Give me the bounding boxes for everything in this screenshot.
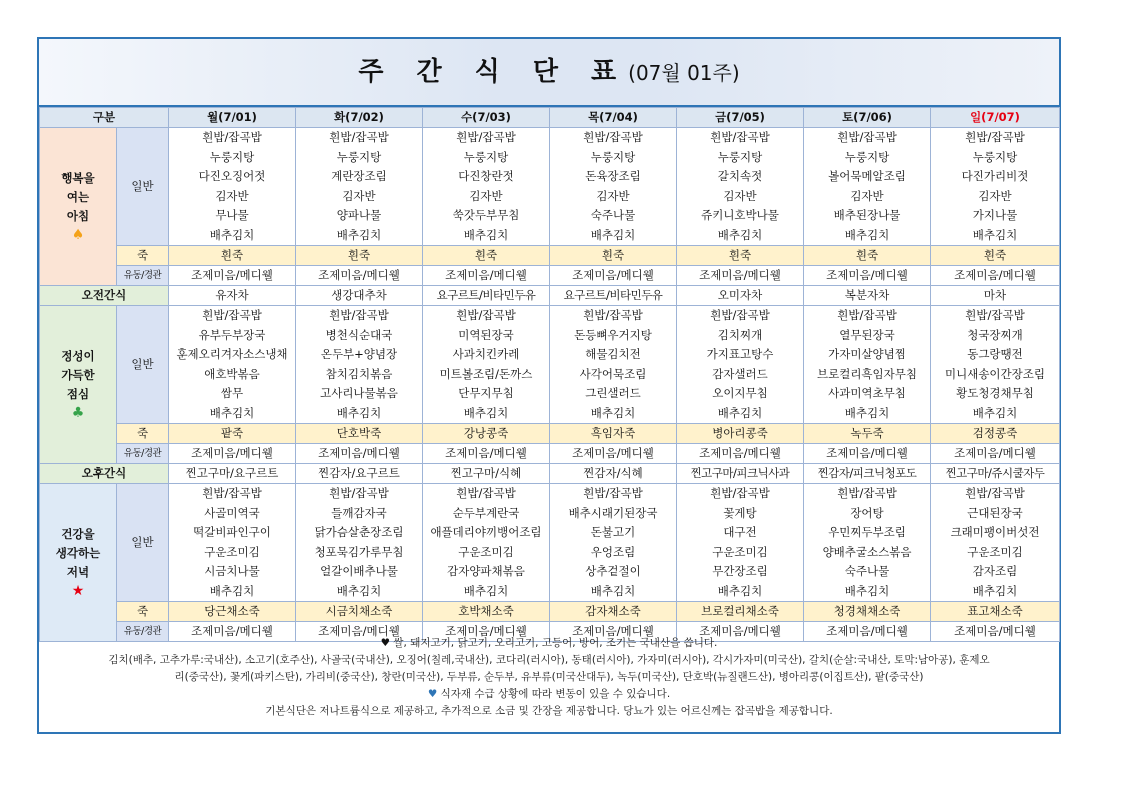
menu-item: 쑥갓두부무침 bbox=[452, 208, 520, 222]
afternoon_snack-row bbox=[40, 464, 1060, 484]
menu-item: 흰밥/잡곡밥 bbox=[456, 308, 516, 322]
breakfast-general-row bbox=[40, 128, 1060, 246]
menu-item: 배추김치 bbox=[463, 405, 509, 420]
menu-item: 배추시래기된장국 bbox=[568, 505, 658, 520]
dinner-symbol-icon: ★ bbox=[71, 583, 85, 599]
menu-item: 쥬키니호박나물 bbox=[701, 208, 779, 222]
breakfast-day-cell bbox=[169, 128, 296, 246]
notes bbox=[39, 635, 1059, 734]
menu-item: 다진오징어젓 bbox=[198, 169, 266, 183]
menu-item: 구운조미김 bbox=[458, 544, 514, 559]
dinner-day-cell bbox=[931, 484, 1060, 602]
menu-item: 배추김치 bbox=[336, 227, 382, 242]
juk-item: 감자채소죽 bbox=[550, 602, 677, 622]
lunch-day-cell bbox=[931, 306, 1060, 424]
snack-item: 유자차 bbox=[169, 286, 296, 306]
menu-item: 사과미역초무침 bbox=[828, 386, 906, 400]
juk-item: 흰죽 bbox=[169, 246, 296, 266]
liquid-item: 조제미음/메디웰 bbox=[931, 622, 1060, 642]
morning_snack-label: 오전간식 bbox=[40, 286, 169, 306]
snack-item: 요구르트/비타민두유 bbox=[423, 286, 550, 306]
menu-item: 애플데리야끼뱅어조림 bbox=[430, 525, 542, 539]
header-day: 토(7/06) bbox=[804, 108, 931, 128]
lunch-type-juk: 죽 bbox=[117, 424, 169, 444]
liquid-item: 조제미음/메디웰 bbox=[423, 444, 550, 464]
lunch-day-cell bbox=[423, 306, 550, 424]
menu-item: 들깨감자국 bbox=[331, 505, 387, 520]
header-day: 화(7/02) bbox=[296, 108, 423, 128]
menu-item: 얼갈이배추나물 bbox=[320, 564, 398, 578]
breakfast-day-cell bbox=[677, 128, 804, 246]
weekly-menu-table bbox=[39, 107, 1060, 642]
menu-item: 배추김치 bbox=[717, 227, 763, 242]
menu-item: 훈제오리겨자소스냉채 bbox=[176, 347, 288, 361]
liquid-item: 조제미음/메디웰 bbox=[423, 266, 550, 286]
liquid-item: 조제미음/메디웰 bbox=[804, 622, 931, 642]
menu-item: 김자반 bbox=[215, 188, 249, 203]
lunch-day-cell bbox=[550, 306, 677, 424]
heart-icon: ♥ bbox=[380, 637, 391, 649]
menu-item: 흰밥/잡곡밥 bbox=[965, 308, 1025, 322]
menu-item: 흰밥/잡곡밥 bbox=[837, 486, 897, 500]
menu-sheet bbox=[37, 37, 1061, 734]
note-origin-detail-2: 리(중국산), 꽃게(파키스탄), 가리비(중국산), 창란(미국산), 두부류, 순두부, 유부류(미국산대두), 녹두(미국산), 단호박(뉴질랜드산), 병아리콩(이집트산), 팥(중국산) bbox=[174, 671, 924, 683]
menu-item: 황도청경채무침 bbox=[956, 386, 1034, 400]
menu-item: 김자반 bbox=[978, 188, 1012, 203]
menu-item: 배추김치 bbox=[972, 405, 1018, 420]
menu-item: 누룽지탕 bbox=[844, 149, 890, 164]
menu-item: 배추김치 bbox=[717, 405, 763, 420]
menu-item: 무나물 bbox=[215, 208, 249, 222]
menu-item: 브로컬리흑임자무침 bbox=[817, 366, 917, 381]
menu-item: 배추김치 bbox=[717, 583, 763, 598]
juk-item: 팥죽 bbox=[169, 424, 296, 444]
menu-item: 양배추굴소스볶음 bbox=[822, 544, 912, 559]
breakfast-type-juk: 죽 bbox=[117, 246, 169, 266]
afternoon_snack-label: 오후간식 bbox=[40, 464, 169, 484]
page-title: 주 간 식 단 표 bbox=[358, 57, 629, 87]
header-day: 수(7/03) bbox=[423, 108, 550, 128]
snack-item: 복분자차 bbox=[804, 286, 931, 306]
liquid-item: 조제미음/메디웰 bbox=[169, 444, 296, 464]
juk-item: 청경채채소죽 bbox=[804, 602, 931, 622]
menu-item: 흰밥/잡곡밥 bbox=[710, 130, 770, 144]
breakfast-day-cell bbox=[423, 128, 550, 246]
menu-item: 흰밥/잡곡밥 bbox=[583, 130, 643, 144]
header-day: 월(7/01) bbox=[169, 108, 296, 128]
menu-item: 흰밥/잡곡밥 bbox=[202, 130, 262, 144]
menu-item: 단무지무침 bbox=[458, 386, 514, 400]
menu-item: 미니새송이간장조림 bbox=[945, 366, 1045, 381]
header-day: 일(7/07) bbox=[931, 108, 1060, 128]
menu-item: 흰밥/잡곡밥 bbox=[837, 308, 897, 322]
menu-item: 흰밥/잡곡밥 bbox=[202, 308, 262, 322]
liquid-item: 조제미음/메디웰 bbox=[296, 444, 423, 464]
dinner-day-cell bbox=[169, 484, 296, 602]
menu-item: 상추겉절이 bbox=[585, 564, 641, 578]
juk-item: 흰죽 bbox=[677, 246, 804, 266]
menu-item: 흰밥/잡곡밥 bbox=[710, 308, 770, 322]
menu-item: 청포묵김가루무침 bbox=[314, 544, 404, 559]
menu-item: 온두부+양념장 bbox=[320, 347, 398, 361]
snack-item: 찐고구마/쥬시쿨자두 bbox=[931, 464, 1060, 484]
menu-item: 가자미살양념찜 bbox=[828, 347, 906, 361]
liquid-item: 조제미음/메디웰 bbox=[931, 444, 1060, 464]
breakfast-day-cell bbox=[804, 128, 931, 246]
menu-item: 그린샐러드 bbox=[585, 386, 641, 400]
breakfast-type-liquid: 유동/경관 bbox=[117, 266, 169, 286]
menu-item: 가지표고탕수 bbox=[706, 347, 774, 361]
menu-item: 쌈무 bbox=[220, 386, 244, 400]
menu-item: 감자조림 bbox=[972, 564, 1018, 578]
juk-item: 강낭콩죽 bbox=[423, 424, 550, 444]
juk-item: 검정콩죽 bbox=[931, 424, 1060, 444]
juk-item: 병아리콩죽 bbox=[677, 424, 804, 444]
menu-item: 열무된장국 bbox=[839, 327, 895, 342]
liquid-item: 조제미음/메디웰 bbox=[550, 444, 677, 464]
dinner-type-juk: 죽 bbox=[117, 602, 169, 622]
note-supply-change bbox=[39, 686, 1059, 703]
menu-item: 병천식순대국 bbox=[325, 327, 393, 342]
menu-item: 배추김치 bbox=[209, 227, 255, 242]
juk-item: 흰죽 bbox=[296, 246, 423, 266]
breakfast-label-line: 여는 bbox=[66, 190, 90, 204]
note-text: 쌀, 돼지고기, 닭고기, 오리고기, 고등어, 방어, 조기는 국내산을 씁니다. bbox=[393, 637, 718, 649]
menu-item: 흰밥/잡곡밥 bbox=[710, 486, 770, 500]
header-row bbox=[40, 108, 1060, 128]
breakfast-day-cell bbox=[296, 128, 423, 246]
liquid-item: 조제미음/메디웰 bbox=[169, 622, 296, 642]
menu-item: 흰밥/잡곡밥 bbox=[837, 130, 897, 144]
lunch-label bbox=[40, 306, 117, 464]
menu-item: 배추김치 bbox=[336, 405, 382, 420]
menu-item: 누룽지탕 bbox=[717, 149, 763, 164]
menu-item: 배추김치 bbox=[209, 583, 255, 598]
menu-item: 청국장찌개 bbox=[967, 327, 1023, 342]
liquid-item: 조제미음/메디웰 bbox=[677, 266, 804, 286]
menu-item: 배추김치 bbox=[463, 583, 509, 598]
menu-item: 시금치나물 bbox=[204, 564, 260, 578]
snack-item: 오미자차 bbox=[677, 286, 804, 306]
note-text: 식자재 수급 상황에 따라 변동이 있을 수 있습니다. bbox=[440, 688, 671, 700]
dinner-day-cell bbox=[423, 484, 550, 602]
menu-item: 무간장조림 bbox=[712, 564, 768, 578]
menu-item: 닭가슴살춘장조림 bbox=[314, 525, 404, 539]
liquid-item: 조제미음/메디웰 bbox=[550, 266, 677, 286]
note-origin-detail-1: 김치(배추, 고추가루:국내산), 소고기(호주산), 사골국(국내산), 오징어(칠레,국내산), 코다리(러시아), 동태(러시아), 가자미(러시아), 각시가자미(미국산), 갈치(순살:국내산, 토막:남아공), 훈제오 bbox=[108, 654, 990, 666]
lunch-day-cell bbox=[169, 306, 296, 424]
juk-item: 흰죽 bbox=[423, 246, 550, 266]
liquid-item: 조제미음/메디웰 bbox=[550, 622, 677, 642]
menu-item: 가지나물 bbox=[972, 208, 1018, 222]
lunch-label-line: 정성이 bbox=[61, 349, 95, 363]
menu-item: 배추김치 bbox=[972, 227, 1018, 242]
menu-item: 배추김치 bbox=[972, 583, 1018, 598]
menu-item: 근대된장국 bbox=[967, 505, 1023, 520]
menu-item: 배추김치 bbox=[590, 227, 636, 242]
lunch-type-general: 일반 bbox=[117, 306, 169, 424]
breakfast-day-cell bbox=[931, 128, 1060, 246]
menu-item: 배추김치 bbox=[844, 227, 890, 242]
menu-item: 우엉조림 bbox=[590, 544, 636, 559]
snack-item: 찐감자/요구르트 bbox=[296, 464, 423, 484]
menu-item: 김자반 bbox=[723, 188, 757, 203]
snack-item: 찐고구마/피크닉사과 bbox=[677, 464, 804, 484]
breakfast-label-line: 아침 bbox=[66, 209, 90, 223]
menu-item: 해물김치전 bbox=[585, 347, 641, 361]
menu-item: 볼어묵메알조림 bbox=[828, 169, 906, 183]
snack-item: 요구르트/비타민두유 bbox=[550, 286, 677, 306]
liquid-item: 조제미음/메디웰 bbox=[296, 266, 423, 286]
menu-item: 누룽지탕 bbox=[463, 149, 509, 164]
menu-item: 다진창란젓 bbox=[458, 169, 514, 183]
menu-item: 구운조미김 bbox=[967, 544, 1023, 559]
juk-item: 브로컬리채소죽 bbox=[677, 602, 804, 622]
dinner-label bbox=[40, 484, 117, 642]
menu-item: 흰밥/잡곡밥 bbox=[965, 486, 1025, 500]
liquid-item: 조제미음/메디웰 bbox=[296, 622, 423, 642]
breakfast-type-general: 일반 bbox=[117, 128, 169, 246]
breakfast-juk-row bbox=[40, 246, 1060, 266]
menu-item: 동그랑땡전 bbox=[967, 347, 1023, 361]
menu-item: 배추김치 bbox=[336, 583, 382, 598]
menu-item: 애호박볶음 bbox=[204, 366, 260, 381]
breakfast-symbol-icon: ♠ bbox=[71, 227, 85, 243]
menu-item: 대구전 bbox=[723, 525, 757, 539]
liquid-item: 조제미음/메디웰 bbox=[804, 266, 931, 286]
menu-item: 배추김치 bbox=[590, 583, 636, 598]
menu-item: 김자반 bbox=[596, 188, 630, 203]
menu-item: 돈육장조림 bbox=[585, 169, 641, 183]
lunch-day-cell bbox=[296, 306, 423, 424]
menu-item: 미트볼조림/돈까스 bbox=[439, 366, 533, 381]
menu-item: 흰밥/잡곡밥 bbox=[456, 130, 516, 144]
menu-item: 누룽지탕 bbox=[336, 149, 382, 164]
menu-item: 꽃게탕 bbox=[723, 505, 757, 520]
menu-item: 배추된장나물 bbox=[833, 208, 901, 222]
dinner-label-line: 생각하는 bbox=[55, 546, 101, 560]
menu-item: 누룽지탕 bbox=[209, 149, 255, 164]
menu-item: 다진가리비젓 bbox=[961, 169, 1029, 183]
menu-item: 누룽지탕 bbox=[972, 149, 1018, 164]
juk-item: 당근채소죽 bbox=[169, 602, 296, 622]
page-subtitle: (07월 01주) bbox=[628, 61, 740, 85]
snack-item: 찐고구마/요구르트 bbox=[169, 464, 296, 484]
menu-item: 흰밥/잡곡밥 bbox=[456, 486, 516, 500]
menu-item: 갈치속젓 bbox=[717, 169, 763, 183]
juk-item: 흰죽 bbox=[931, 246, 1060, 266]
lunch-general-row bbox=[40, 306, 1060, 424]
dinner-label-line: 저녁 bbox=[66, 565, 90, 579]
menu-item: 김자반 bbox=[850, 188, 884, 203]
morning_snack-row bbox=[40, 286, 1060, 306]
note-origin-domestic bbox=[39, 635, 1059, 652]
menu-item: 유부두부장국 bbox=[198, 327, 266, 342]
menu-item: 흰밥/잡곡밥 bbox=[329, 308, 389, 322]
menu-item: 김자반 bbox=[469, 188, 503, 203]
juk-item: 단호박죽 bbox=[296, 424, 423, 444]
heart-icon: ♥ bbox=[427, 688, 438, 700]
juk-item: 시금치채소죽 bbox=[296, 602, 423, 622]
menu-item: 고사리나물볶음 bbox=[320, 386, 398, 400]
lunch-type-liquid: 유동/경관 bbox=[117, 444, 169, 464]
juk-item: 흑임자죽 bbox=[550, 424, 677, 444]
liquid-item: 조제미음/메디웰 bbox=[677, 622, 804, 642]
snack-item: 찐감자/피크닉청포도 bbox=[804, 464, 931, 484]
menu-item: 누룽지탕 bbox=[590, 149, 636, 164]
menu-item: 감자양파채볶음 bbox=[447, 564, 525, 578]
menu-item: 흰밥/잡곡밥 bbox=[202, 486, 262, 500]
menu-item: 돈불고기 bbox=[590, 525, 636, 539]
juk-item: 흰죽 bbox=[550, 246, 677, 266]
menu-item: 사골미역국 bbox=[204, 505, 260, 520]
lunch-juk-row bbox=[40, 424, 1060, 444]
menu-item: 떡갈비파인구이 bbox=[193, 525, 271, 539]
header-day: 금(7/05) bbox=[677, 108, 804, 128]
menu-item: 참치김치볶음 bbox=[325, 366, 393, 381]
menu-item: 돈등뼈우거지탕 bbox=[574, 327, 652, 342]
menu-item: 흰밥/잡곡밥 bbox=[583, 486, 643, 500]
menu-item: 미역된장국 bbox=[458, 327, 514, 342]
juk-item: 녹두죽 bbox=[804, 424, 931, 444]
menu-item: 김치찌개 bbox=[717, 327, 763, 342]
menu-item: 사각어묵조림 bbox=[579, 366, 647, 381]
breakfast-label-line: 행복을 bbox=[61, 171, 95, 185]
menu-item: 순두부계란국 bbox=[452, 505, 520, 520]
menu-item: 숙주나물 bbox=[844, 564, 890, 578]
lunch-label-line: 점심 bbox=[66, 387, 90, 401]
breakfast-day-cell bbox=[550, 128, 677, 246]
breakfast-label bbox=[40, 128, 117, 286]
lunch-liquid-row bbox=[40, 444, 1060, 464]
menu-item: 배추김치 bbox=[844, 405, 890, 420]
snack-item: 생강대추차 bbox=[296, 286, 423, 306]
snack-item: 찐고구마/식혜 bbox=[423, 464, 550, 484]
menu-item: 숙주나물 bbox=[590, 208, 636, 222]
menu-item: 김자반 bbox=[342, 188, 376, 203]
dinner-juk-row bbox=[40, 602, 1060, 622]
menu-item: 계란장조림 bbox=[331, 169, 387, 183]
liquid-item: 조제미음/메디웰 bbox=[169, 266, 296, 286]
menu-item: 오이지무침 bbox=[712, 386, 768, 400]
menu-item: 흰밥/잡곡밥 bbox=[329, 130, 389, 144]
menu-item: 감자샐러드 bbox=[712, 366, 768, 381]
liquid-item: 조제미음/메디웰 bbox=[677, 444, 804, 464]
lunch-day-cell bbox=[677, 306, 804, 424]
dinner-general-row bbox=[40, 484, 1060, 602]
header-gubun: 구분 bbox=[40, 108, 169, 128]
liquid-item: 조제미음/메디웰 bbox=[804, 444, 931, 464]
dinner-label-line: 건강을 bbox=[61, 527, 95, 541]
breakfast-liquid-row bbox=[40, 266, 1060, 286]
juk-item: 흰죽 bbox=[804, 246, 931, 266]
dinner-day-cell bbox=[550, 484, 677, 602]
liquid-item: 조제미음/메디웰 bbox=[423, 622, 550, 642]
menu-item: 배추김치 bbox=[844, 583, 890, 598]
menu-item: 사과치킨카레 bbox=[452, 347, 520, 361]
menu-item: 구운조미김 bbox=[204, 544, 260, 559]
header-day: 목(7/04) bbox=[550, 108, 677, 128]
menu-item: 구운조미김 bbox=[712, 544, 768, 559]
dinner-type-general: 일반 bbox=[117, 484, 169, 602]
menu-item: 크래미팽이버섯전 bbox=[950, 525, 1040, 539]
dinner-type-liquid: 유동/경관 bbox=[117, 622, 169, 642]
menu-item: 배추김치 bbox=[209, 405, 255, 420]
dinner-day-cell bbox=[296, 484, 423, 602]
note-low-sodium: 기본식단은 저나트륨식으로 제공하고, 추가적으로 소금 및 간장을 제공합니다. 당뇨가 있는 어르신께는 잡곡밥을 제공합니다. bbox=[265, 705, 833, 717]
liquid-item: 조제미음/메디웰 bbox=[931, 266, 1060, 286]
menu-item: 우민찌두부조림 bbox=[828, 525, 906, 539]
title-bar bbox=[39, 39, 1059, 107]
menu-item: 양파나물 bbox=[336, 208, 382, 222]
lunch-label-line: 가득한 bbox=[61, 368, 95, 382]
menu-item: 흰밥/잡곡밥 bbox=[965, 130, 1025, 144]
snack-item: 마차 bbox=[931, 286, 1060, 306]
menu-item: 배추김치 bbox=[590, 405, 636, 420]
menu-item: 흰밥/잡곡밥 bbox=[583, 308, 643, 322]
juk-item: 표고채소죽 bbox=[931, 602, 1060, 622]
menu-item: 흰밥/잡곡밥 bbox=[329, 486, 389, 500]
dinner-day-cell bbox=[804, 484, 931, 602]
lunch-day-cell bbox=[804, 306, 931, 424]
menu-item: 장어탕 bbox=[850, 505, 884, 520]
juk-item: 호박채소죽 bbox=[423, 602, 550, 622]
lunch-symbol-icon: ♣ bbox=[71, 405, 85, 421]
snack-item: 찐감자/식혜 bbox=[550, 464, 677, 484]
dinner-day-cell bbox=[677, 484, 804, 602]
menu-item: 배추김치 bbox=[463, 227, 509, 242]
